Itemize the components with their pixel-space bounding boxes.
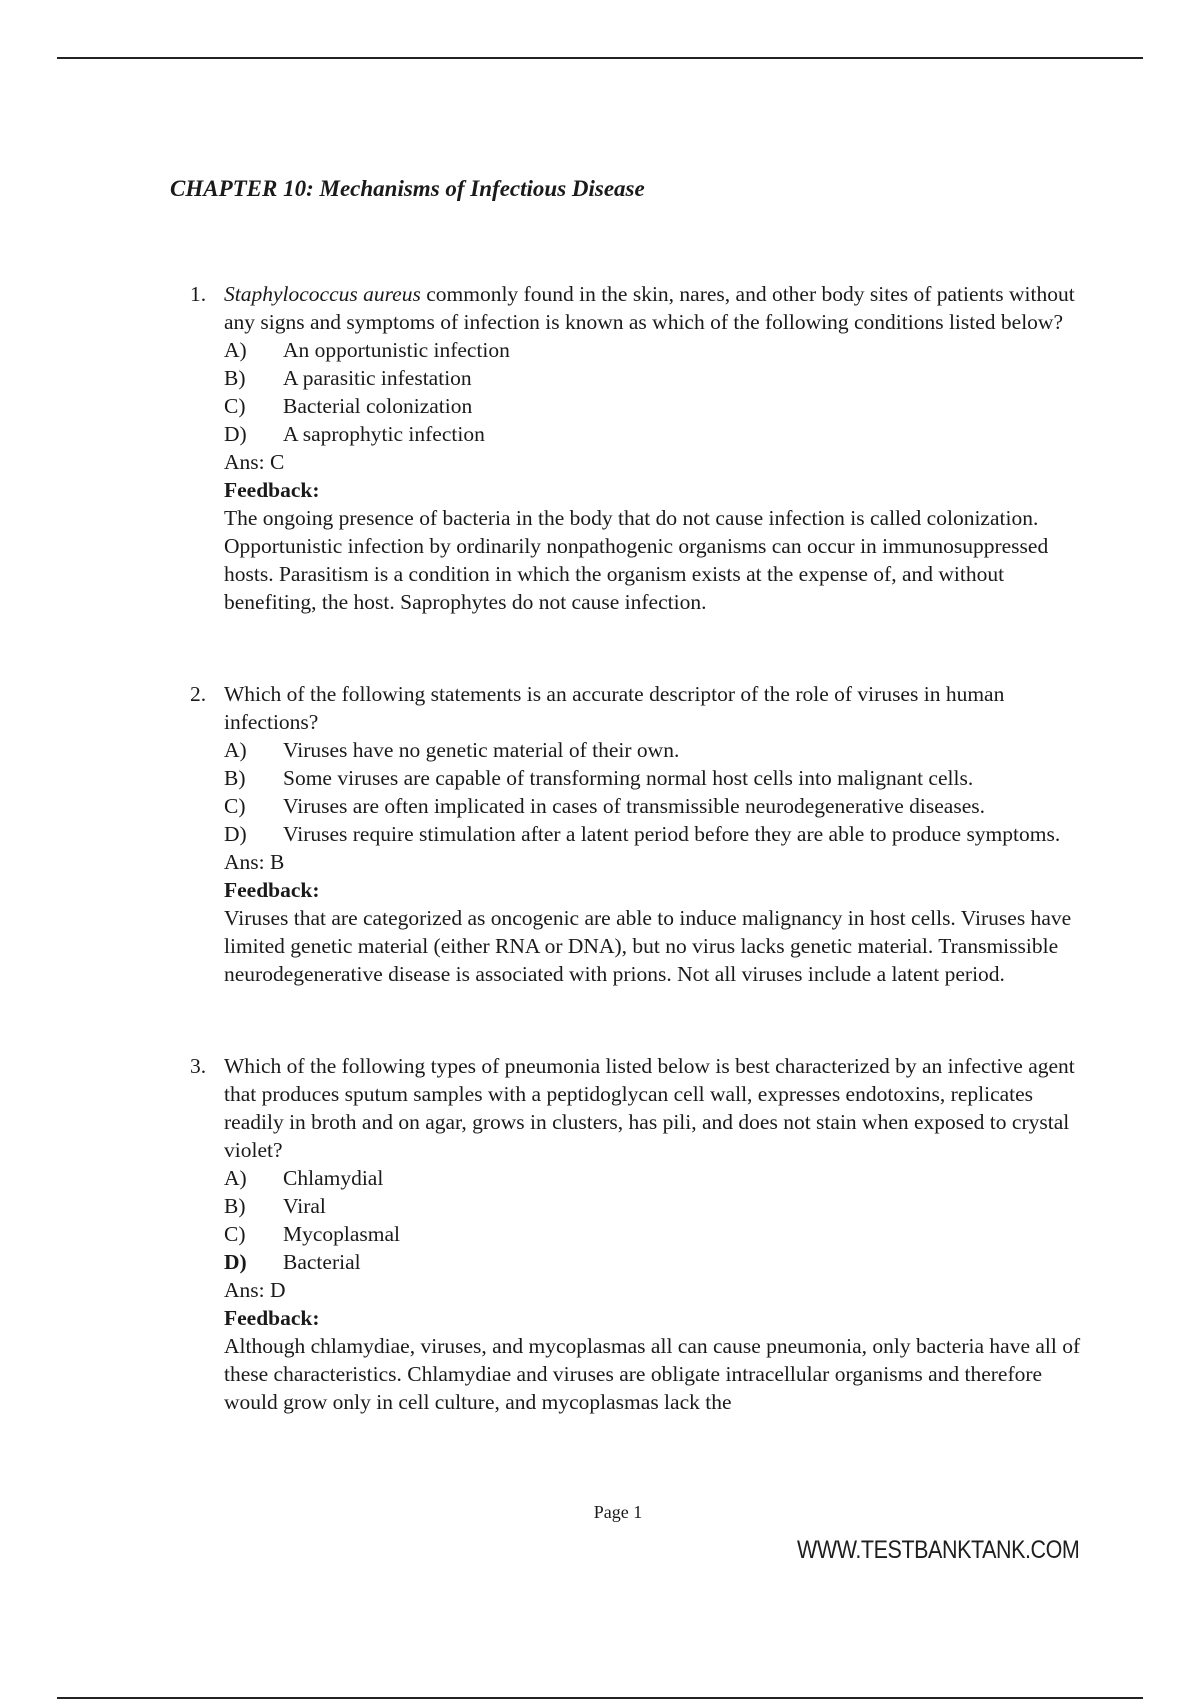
page-number: Page 1 [593, 1502, 643, 1522]
bottom-rule [57, 1697, 1143, 1699]
option-a [224, 1164, 1090, 1192]
question-list [190, 280, 1090, 1480]
option-text: Viral [283, 1194, 326, 1218]
top-rule [57, 57, 1143, 59]
option-b [224, 1192, 1090, 1220]
option-list [224, 736, 1090, 848]
option-text: Viruses are often implicated in cases of transmissible neurodegenerative diseases. [283, 794, 985, 818]
answer: Ans: C [224, 450, 285, 474]
option-c [224, 392, 1090, 420]
question-3 [190, 1052, 1090, 1416]
question-number: 2. [190, 682, 207, 706]
question-number: 3. [190, 1054, 207, 1078]
option-letter: C) [224, 794, 246, 818]
feedback-label: Feedback: [224, 878, 320, 902]
question-stem [224, 280, 1090, 336]
answer: Ans: D [224, 1278, 286, 1302]
question-stem: Which of the following types of pneumonia listed below is best characterized by an infective agent that produces sputum samples with a peptidoglycan cell wall, expresses endotoxins, replicates readily in broth and on agar, grows in clusters, has pili, and does not stain when exposed to crystal violet? [224, 1054, 1075, 1162]
option-text: Some viruses are capable of transforming normal host cells into malignant cells. [283, 766, 974, 790]
option-letter: B) [224, 366, 246, 390]
option-letter: D) [224, 422, 247, 446]
option-text: Chlamydial [283, 1166, 384, 1190]
option-letter: C) [224, 1222, 246, 1246]
option-text: Mycoplasmal [283, 1222, 401, 1246]
option-c [224, 792, 1090, 820]
option-text: A parasitic infestation [283, 366, 472, 390]
option-a [224, 336, 1090, 364]
question-number: 1. [190, 282, 207, 306]
option-text: A saprophytic infection [283, 422, 485, 446]
option-text: Viruses require stimulation after a latent period before they are able to produce symptoms. [283, 822, 1061, 846]
option-d [224, 420, 1090, 448]
option-b [224, 364, 1090, 392]
option-letter: A) [224, 338, 247, 362]
feedback-label: Feedback: [224, 478, 320, 502]
answer: Ans: B [224, 850, 285, 874]
option-a [224, 736, 1090, 764]
feedback-text: The ongoing presence of bacteria in the body that do not cause infection is called colonization. Opportunistic infection by ordinarily nonpathogenic organisms can occur in immunosuppressed hosts. Parasitism is a condition in which the organism exists at the expense of, and without benefiting, the host. Saprophytes do not cause infection. [224, 506, 1049, 614]
question-stem: Which of the following statements is an accurate descriptor of the role of viruses in human infections? [224, 682, 1005, 734]
feedback-label: Feedback: [224, 1306, 320, 1330]
feedback-text: Although chlamydiae, viruses, and mycoplasmas all can cause pneumonia, only bacteria have all of these characteristics. Chlamydiae and viruses are obligate intracellular organisms and therefore would grow only in cell culture, and mycoplasmas lack the [224, 1334, 1081, 1414]
question-2 [190, 680, 1090, 988]
option-letter: B) [224, 1194, 246, 1218]
option-letter: B) [224, 766, 246, 790]
option-c [224, 1220, 1090, 1248]
option-letter: C) [224, 394, 246, 418]
option-d [224, 1248, 1090, 1276]
feedback-text: Viruses that are categorized as oncogenic are able to induce malignancy in host cells. Viruses have limited genetic material (either RNA or DNA), but no virus lacks genetic material. Transmissible neurodegenerative disease is associated with prions. Not all viruses include a latent period. [224, 906, 1072, 986]
option-letter: D) [224, 822, 247, 846]
question-1 [190, 280, 1090, 616]
option-letter: A) [224, 1166, 247, 1190]
option-text: Viruses have no genetic material of their own. [283, 738, 680, 762]
question-stem-italic: Staphylococcus aureus [224, 282, 421, 306]
option-list [224, 1164, 1090, 1276]
option-text: An opportunistic infection [283, 338, 510, 362]
option-letter: A) [224, 738, 247, 762]
option-list [224, 336, 1090, 448]
watermark-url: WWW.TESTBANKTANK.COM [796, 1536, 1079, 1564]
question-stem-text: commonly found in the skin, nares, and other body sites of patients without any signs and symptoms of infection is known as which of the following conditions listed below? [224, 282, 1075, 334]
option-d [224, 820, 1090, 848]
option-b [224, 764, 1090, 792]
option-letter: D) [224, 1250, 247, 1274]
option-text: Bacterial [283, 1250, 361, 1274]
chapter-title: CHAPTER 10: Mechanisms of Infectious Disease [170, 176, 645, 201]
option-text: Bacterial colonization [283, 394, 473, 418]
